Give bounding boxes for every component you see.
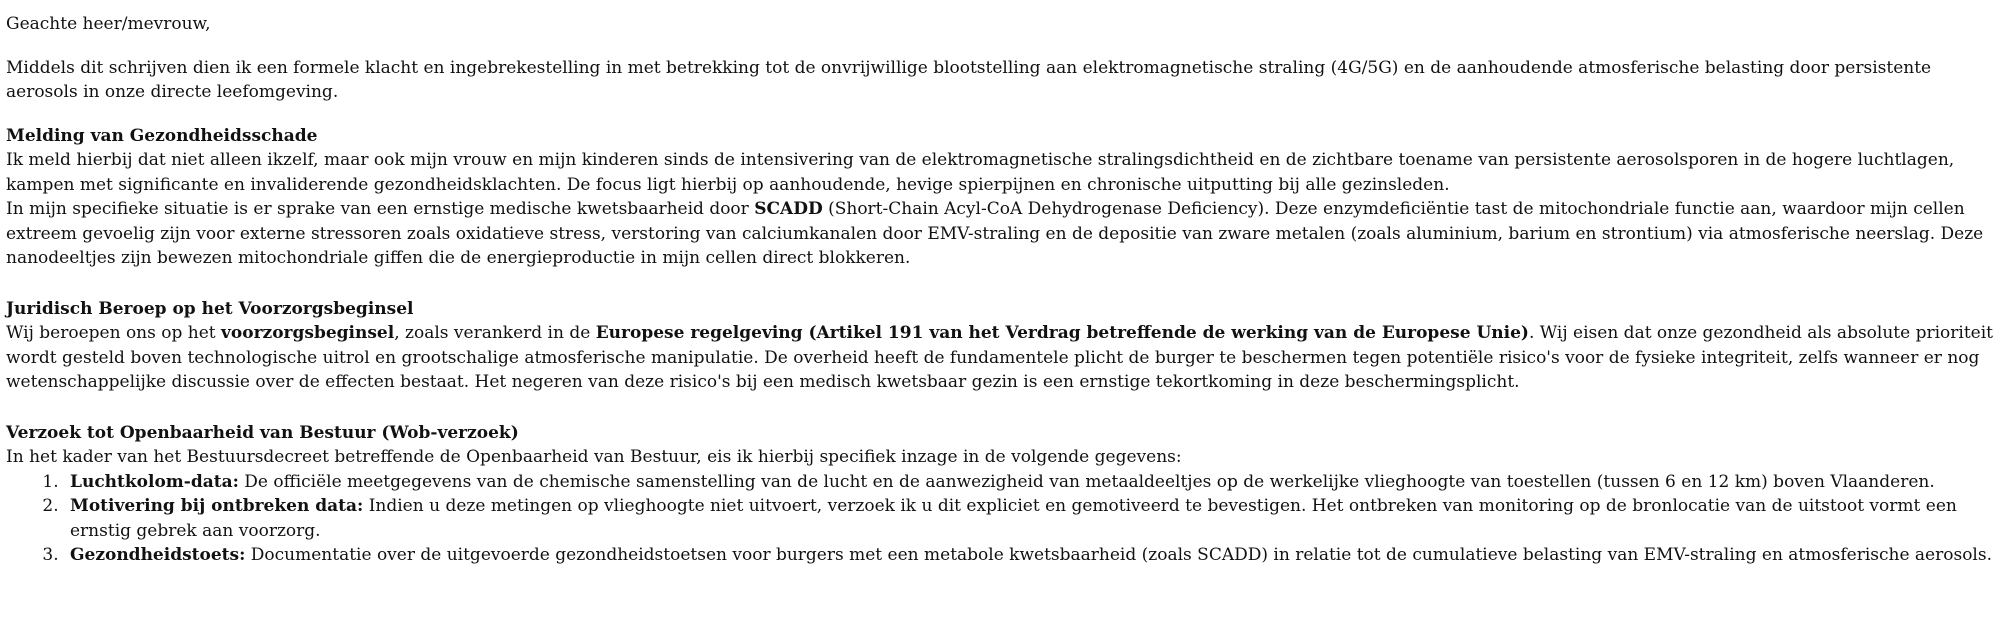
intro-paragraph: Middels dit schrijven dien ik een formele klacht en ingebrekestelling in met betrekking tot de onvrijwillige blootstelling aan elektromagnetische straling (4G/5G) en de aanhoudende atmosferische belasting door persistente aerosols in onze directe leefomgeving.: [6, 57, 1932, 102]
legal-text-before: Wij beroepen ons op het: [6, 323, 222, 343]
wob-intro: In het kader van het Bestuursdecreet betreffende de Openbaarheid van Bestuur, eis ik hierbij specifiek inzage in de volgende gegevens:: [6, 447, 1182, 467]
wob-section-heading: Verzoek tot Openbaarheid van Bestuur (Wob-verzoek): [6, 422, 519, 443]
legal-text-mid: , zoals verankerd in de: [394, 323, 596, 343]
health-p2-text-after: (Short-Chain Acyl-CoA Dehydrogenase Deficiency). Deze enzymdeficiëntie tast de mitochondriale functie aan, waardoor mijn cellen extreem gevoelig zijn voor externe stressoren zoals oxidatieve stress, verstoring van calciumkanalen door EMV-straling en de depositie van zware metalen (zoals aluminium, barium en strontium) via atmosferische neerslag. Deze nanodeeltjes zijn bewezen mitochondriale giffen die de energieproductie in mijn cellen direct blokkeren.: [6, 199, 1984, 268]
salutation: Geachte heer/mevrouw,: [6, 14, 211, 34]
spacer: [6, 37, 1994, 56]
list-item-label: Luchtkolom-data:: [70, 471, 239, 492]
spacer: [6, 271, 1994, 297]
spacer: [6, 395, 1994, 421]
legal-bold-precaution: voorzorgsbeginsel: [221, 323, 395, 343]
list-item: [64, 470, 1994, 495]
list-item-label: Motivering bij ontbreken data:: [70, 496, 364, 516]
health-paragraph-1: Ik meld hierbij dat niet alleen ikzelf, maar ook mijn vrouw en mijn kinderen sinds de intensivering van de elektromagnetische stralingsdichtheid en de zichtbare toename van persistente aerosolsporen in de hogere luchtlagen, kampen met significante en invaliderende gezondheidsklachten. De focus ligt hierbij op aanhoudende, hevige spierpijnen en chronische uitputting bij alle gezinsleden.: [6, 150, 1955, 195]
list-item: [64, 543, 1994, 568]
health-p2-text-before: In mijn specifieke situatie is er sprake van een ernstige medische kwetsbaarheid door: [6, 199, 755, 219]
legal-section-heading: Juridisch Beroep op het Voorzorgsbeginsel: [6, 298, 414, 319]
list-item: [64, 494, 1994, 543]
health-section-heading: Melding van Gezondheidsschade: [6, 125, 318, 146]
health-p2-bold-scadd: SCADD: [754, 199, 823, 219]
spacer: [6, 105, 1994, 124]
list-item-text: Documentatie over de uitgevoerde gezondheidstoetsen voor burgers met een metabole kwetsbaarheid (zoals SCADD) in relatie tot de cumulatieve belasting van EMV-straling en atmosferische aerosols.: [245, 545, 1993, 565]
wob-request-list: [6, 470, 1994, 568]
list-item-label: Gezondheidstoets:: [70, 545, 246, 565]
health-paragraph-2: [6, 197, 1994, 271]
legal-paragraph: [6, 321, 1994, 395]
list-item-text: De officiële meetgegevens van de chemische samenstelling van de lucht en de aanwezigheid van metaaldeeltjes op de werkelijke vlieghoogte van toestellen (tussen 6 en 12 km) boven Vlaanderen.: [238, 471, 1935, 492]
legal-bold-eu-regulation: Europese regelgeving (Artikel 191 van het Verdrag betreffende de werking van de Europese Unie): [595, 323, 1529, 343]
list-item-text: Indien u deze metingen op vlieghoogte niet uitvoert, verzoek ik u dit expliciet en gemotiveerd te bevestigen. Het ontbreken van monitoring op de bronlocatie van de uitstoot vormt een ernstig gebrek aan voorzorg.: [70, 496, 1957, 541]
legal-text-after: . Wij eisen dat onze gezondheid als absolute prioriteit wordt gesteld boven technologische uitrol en grootschalige atmosferische manipulatie. De overheid heeft de fundamentele plicht de burger te beschermen tegen potentiële risico's voor de fysieke integriteit, zelfs wanneer er nog wetenschappelijke discussie over de effecten bestaat. Het negeren van deze risico's bij een medisch kwetsbaar gezin is een ernstige tekortkoming in deze beschermingsplicht.: [6, 323, 1993, 392]
